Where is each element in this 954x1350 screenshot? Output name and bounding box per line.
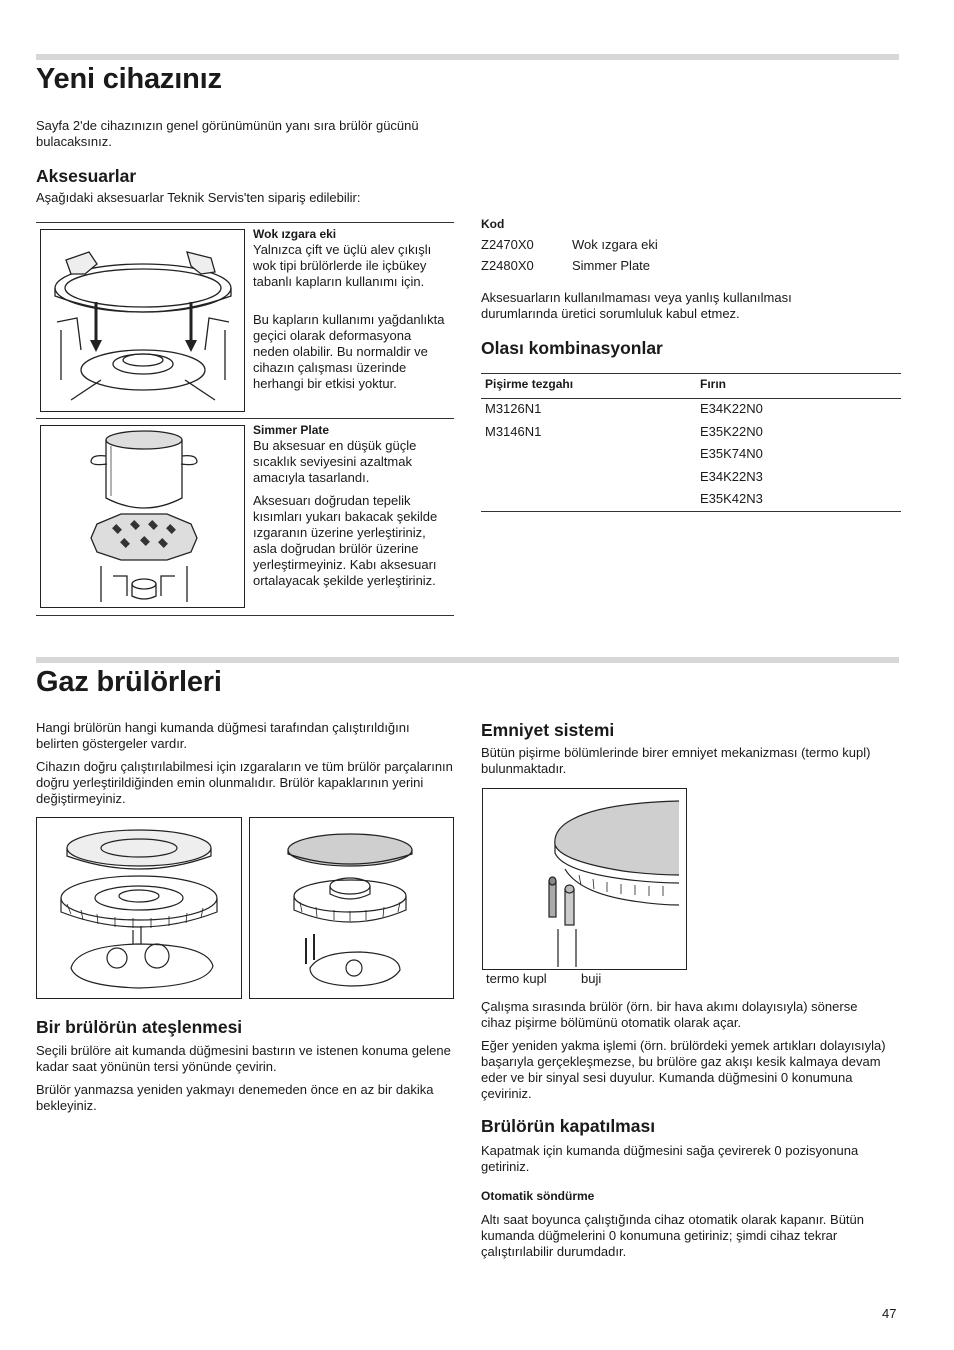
wok-burner-parts-illustration <box>36 817 242 999</box>
hob-model: M3146N1 <box>485 424 542 439</box>
code-value: Z2470X0 <box>481 237 534 252</box>
wok-title: Wok ızgara eki <box>253 227 337 241</box>
col-header-hob: Pişirme tezgahı <box>485 377 574 391</box>
accessories-heading: Aksesuarlar <box>36 166 137 186</box>
burners-para-2: Cihazın doğru çalıştırılabilmesi için ızgaraların ve tüm brülör parçalarının doğru yerleştirildiğinden emin olunmalıdır. Brülör kapaklarının yerini değiştirmeyiniz. <box>36 759 453 806</box>
accessories-intro: Aşağıdaki aksesuarlar Teknik Servis'ten sipariş edilebilir: <box>36 190 361 205</box>
thermocouple-label: termo kupl <box>486 971 547 986</box>
code-row <box>481 237 534 253</box>
simmer-text-1: Bu aksesuar en düşük güçle sıcaklık seviyesini azaltmak amacıyla tasarlandı. <box>253 438 417 485</box>
burners-para-1: Hangi brülörün hangi kumanda düğmesi tarafından çalıştırıldığını belirten göstergeler vardır. <box>36 720 410 751</box>
code-value: Z2480X0 <box>481 258 534 273</box>
spark-plug-label: buji <box>581 971 602 986</box>
turn-off-heading: Brülörün kapatılması <box>481 1116 656 1136</box>
hob-model: M3126N1 <box>485 401 542 416</box>
turn-off-para: Kapatmak için kumanda düğmesini sağa çevirerek 0 pozisyonuna getiriniz. <box>481 1143 859 1174</box>
thermocouple-illustration <box>482 788 687 970</box>
combinations-bottom-rule <box>481 511 901 512</box>
col-header-oven: Fırın <box>700 377 726 391</box>
accessory-row-divider <box>36 418 454 419</box>
combinations-top-rule <box>481 373 901 374</box>
code-row <box>481 258 534 274</box>
simmer-title: Simmer Plate <box>253 423 330 437</box>
liability-note: Aksesuarların kullanılmaması veya yanlış kullanılması durumlarında üretici sorumluluk kabul etmez. <box>481 290 792 321</box>
section-title-new-appliance: Yeni cihazınız <box>36 63 222 95</box>
safety-para-2: Çalışma sırasında brülör (örn. bir hava akımı dolayısıyla) sönerse cihaz pişirme bölümünü otomatik olarak açar. <box>481 999 858 1030</box>
auto-shutoff-heading: Otomatik söndürme <box>481 1189 595 1203</box>
simmer-text-2: Aksesuarı doğrudan tepelik kısımları yukarı bakacak şekilde ızgaranın üzerine yerleştiriniz, asla doğrudan brülör üzerine yerleştirmeyiniz. Kabı aksesuarı ortalayacak şekilde yerleştiriniz. <box>253 493 438 588</box>
simmer-plate-illustration <box>40 425 245 608</box>
section-rule-2 <box>36 657 899 663</box>
code-name: Wok ızgara eki <box>572 237 658 252</box>
code-name: Simmer Plate <box>572 258 651 273</box>
wok-ring-illustration <box>40 229 245 412</box>
wok-text-2: Bu kapların kullanımı yağdanlıkta geçici olarak deformasyona neden olabilir. Bu normaldir ve cihazın çalışması üzerinde herhangi bir etkisi yoktur. <box>253 312 445 391</box>
accessory-table-bottom-rule <box>36 615 454 616</box>
ignition-para-1: Seçili brülöre ait kumanda düğmesini bastırın ve istenen konuma gelene kadar saat yönünün tersi yönünde çevirin. <box>36 1043 451 1074</box>
accessory-table-top-rule <box>36 222 454 223</box>
oven-model: E34K22N3 <box>700 469 763 484</box>
wok-text-1: Yalnızca çift ve üçlü alev çıkışlı wok tipi brülörlerde ile içbükey tabanlı kapların kullanımı için. <box>253 242 432 289</box>
ignition-heading: Bir brülörün ateşlenmesi <box>36 1017 243 1037</box>
oven-model: E34K22N0 <box>700 401 763 416</box>
section-title-gas-burners: Gaz brülörleri <box>36 666 222 698</box>
combinations-heading: Olası kombinasyonlar <box>481 338 663 358</box>
ignition-para-2: Brülör yanmazsa yeniden yakmayı denemeden önce en az bir dakika bekleyiniz. <box>36 1082 434 1113</box>
combinations-header-rule <box>481 398 901 399</box>
code-heading: Kod <box>481 217 505 231</box>
auto-shutoff-para: Altı saat boyunca çalıştığında cihaz otomatik olarak kapanır. Bütün kumanda düğmelerini 0 konumuna getiriniz; şimdi cihaz tekrar çalıştırılabilir durumdadır. <box>481 1212 864 1259</box>
page-number: 47 <box>882 1306 897 1321</box>
section-rule-1 <box>36 54 899 60</box>
oven-model: E35K22N0 <box>700 424 763 439</box>
standard-burner-parts-illustration <box>249 817 454 999</box>
oven-model: E35K42N3 <box>700 491 763 506</box>
safety-para-3: Eğer yeniden yakma işlemi (örn. brülördeki yemek artıkları dolayısıyla) başarıyla gerçekleşmezse, bu brülöre gaz akışı kesik kalmaya devam eder ve bir sinyal sesi duyulur. Kumanda düğmesini 0 konumuna çeviriniz. <box>481 1038 886 1101</box>
intro-paragraph: Sayfa 2'de cihazınızın genel görünümünün yanı sıra brülör gücünü bulacaksınız. <box>36 118 419 149</box>
safety-system-heading: Emniyet sistemi <box>481 720 615 740</box>
oven-model: E35K74N0 <box>700 446 763 461</box>
safety-para-1: Bütün pişirme bölümlerinde birer emniyet mekanizması (termo kupl) bulunmaktadır. <box>481 745 871 776</box>
